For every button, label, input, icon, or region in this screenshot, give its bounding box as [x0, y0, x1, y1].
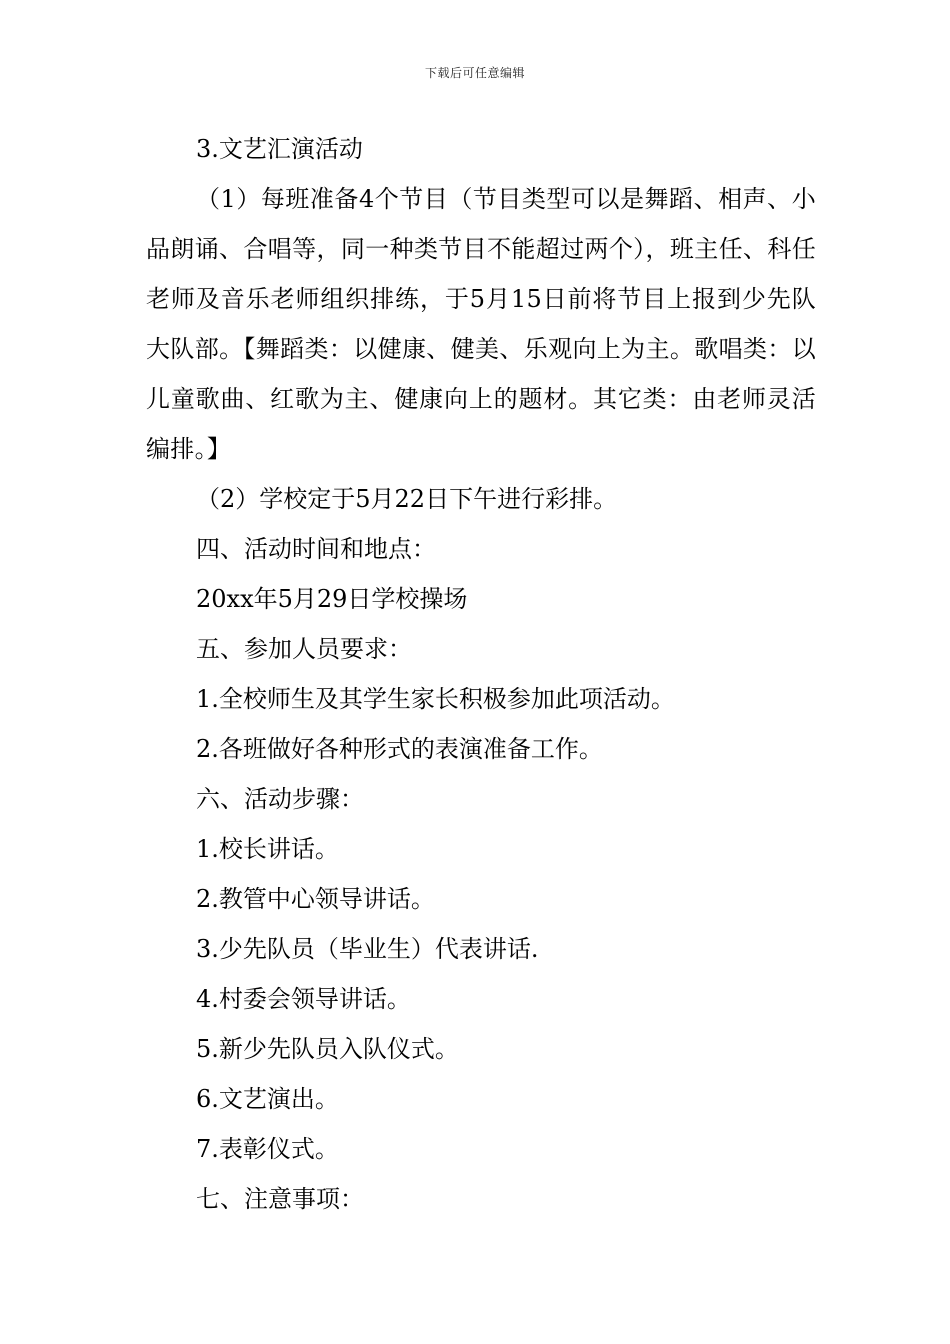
list-item: 3.少先队员（毕业生）代表讲话. — [196, 935, 539, 963]
list-item: 5.新少先队员入队仪式。 — [196, 1035, 459, 1063]
section-heading-steps: 六、活动步骤： — [196, 785, 364, 813]
document-body — [146, 124, 816, 1224]
section-heading-time-place: 四、活动时间和地点： — [196, 535, 436, 563]
list-item: 4.村委会领导讲话。 — [196, 985, 411, 1013]
section-heading-performance: 3.文艺汇演活动 — [196, 135, 363, 163]
list-item: 2.各班做好各种形式的表演准备工作。 — [196, 735, 603, 763]
list-item: 7.表彰仪式。 — [196, 1135, 339, 1163]
list-item: 2.教管中心领导讲话。 — [196, 885, 435, 913]
paragraph-program-requirements: （1）每班准备4个节目（节目类型可以是舞蹈、相声、小品朗诵、合唱等，同一种类节目不能超过两个），班主任、科任老师及音乐老师组织排练，于5月15日前将节目上报到少先队大队部。【舞蹈类：以健康、健美、乐观向上为主。歌唱类：以儿童歌曲、红歌为主、健康向上的题材。其它类：由老师灵活编排。】 — [146, 185, 816, 463]
section-heading-participants: 五、参加人员要求： — [196, 635, 412, 663]
page-header-note: 下载后可任意编辑 — [424, 66, 525, 80]
paragraph-date-location: 20xx年5月29日学校操场 — [196, 585, 468, 613]
list-item: 1.全校师生及其学生家长积极参加此项活动。 — [196, 685, 675, 713]
section-heading-notes: 七、注意事项： — [196, 1185, 364, 1213]
list-item: 1.校长讲话。 — [196, 835, 339, 863]
paragraph-rehearsal: （2）学校定于5月22日下午进行彩排。 — [196, 485, 618, 513]
list-item: 6.文艺演出。 — [196, 1085, 339, 1113]
